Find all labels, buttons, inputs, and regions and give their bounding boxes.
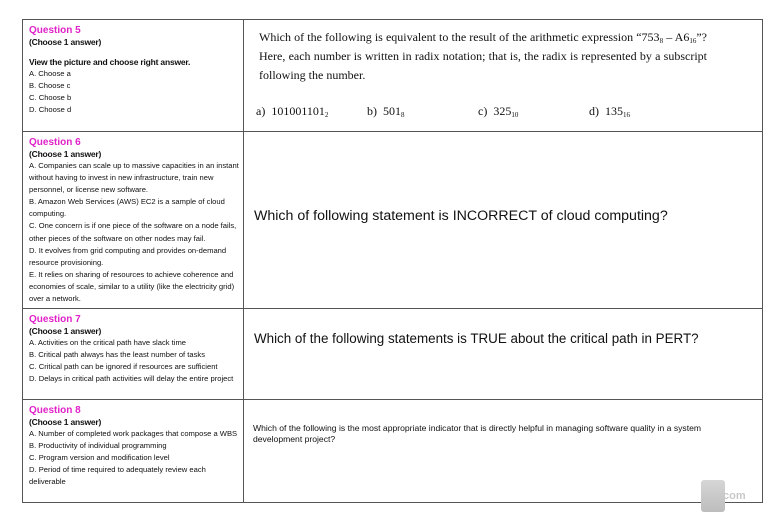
question-7-option-c[interactable]: C. Critical path can be ignored if resources are sufficient [29, 362, 218, 372]
question-5-title: Question 5 [29, 25, 81, 36]
question-6-option-b[interactable]: B. Amazon Web Services (AWS) EC2 is a sample of cloud computing. [29, 197, 225, 219]
question-8-choose-hint: (Choose 1 answer) [29, 417, 102, 427]
question-5-option-d[interactable]: D. Choose d [29, 105, 72, 114]
question-5-answer-panel [23, 20, 244, 131]
question-row-7 [23, 308, 762, 399]
question-7-option-a[interactable]: A. Activities on the critical path have slack time [29, 338, 187, 347]
question-7-body: Which of the following statements is TRUE about the critical path in PERT? [254, 331, 699, 346]
question-7-option-d[interactable]: D. Delays in critical path activities will delay the entire project [29, 374, 234, 384]
question-5-instruction: View the picture and choose right answer. [29, 57, 191, 67]
question-6-title: Question 6 [29, 137, 81, 148]
question-6-option-d[interactable]: D. It evolves from grid computing and provides on-demand resource provisioning. [29, 245, 227, 267]
question-7-choose-hint: (Choose 1 answer) [29, 326, 102, 336]
site-logo [688, 480, 762, 512]
question-7-answer-panel [23, 309, 244, 399]
question-row-5 [23, 20, 762, 131]
question-5-answer-b: b) $501_8$ [367, 104, 405, 119]
question-table [22, 19, 763, 503]
question-8-option-c[interactable]: C. Program version and modification level [29, 453, 170, 463]
question-8-content [244, 400, 762, 502]
question-8-option-a[interactable]: A. Number of completed work packages that compose a WBS [29, 429, 238, 438]
question-5-answer-c: c) $325_{10}$ [478, 104, 519, 119]
question-5-answer-a: a) $101001101_2$ [256, 104, 329, 119]
question-6-option-c[interactable]: C. One concern is if one piece of the software on a node fails, other pieces of the software on other nodes may fail. [29, 221, 237, 243]
question-6-choose-hint: (Choose 1 answer) [29, 149, 102, 159]
question-5-body: Which of the following is equivalent to the result of the arithmetic expression “$753_8 - A6_{16}$”? Here, each number is written in radix notation; that is, the radix is represented by a subscript following the number. [259, 30, 707, 82]
question-6-answer-panel [23, 132, 244, 308]
question-5-answer-d: d) $135_{16}$ [589, 104, 630, 119]
question-8-answer-panel [23, 400, 244, 502]
question-8-body: Which of the following is the most appropriate indicator that is directly helpful in managing software quality in a system development project? [253, 423, 702, 444]
question-6-option-a[interactable]: A. Companies can scale up to massive capacities in an instant without having to invest in new infrastructure, train new personnel, or license new software. [29, 161, 239, 195]
question-8-option-d[interactable]: D. Period of time required to adequately review each deliverable [29, 465, 206, 487]
logo-mark-icon [701, 480, 725, 512]
question-5-option-a[interactable]: A. Choose a [29, 69, 71, 78]
question-5-option-b[interactable]: B. Choose c [29, 81, 71, 90]
question-row-6 [23, 131, 762, 308]
logo-text: com [723, 490, 746, 502]
question-6-content [244, 132, 762, 308]
question-8-option-b[interactable]: B. Productivity of individual programming [29, 441, 167, 451]
question-6-option-e[interactable]: E. It relies on sharing of resources to achieve coherence and economies of scale, similar to a utility (like the electricity grid) over a network. [29, 269, 235, 304]
question-8-title: Question 8 [29, 405, 81, 416]
question-7-title: Question 7 [29, 314, 81, 325]
question-6-body: Which of following statement is INCORRECT of cloud computing? [254, 208, 668, 224]
question-7-content [244, 309, 762, 399]
question-5-content [244, 20, 762, 131]
question-7-option-b[interactable]: B. Critical path always has the least number of tasks [29, 350, 206, 360]
question-row-8 [23, 399, 762, 502]
question-5-choose-hint: (Choose 1 answer) [29, 37, 102, 47]
question-5-option-c[interactable]: C. Choose b [29, 93, 72, 102]
